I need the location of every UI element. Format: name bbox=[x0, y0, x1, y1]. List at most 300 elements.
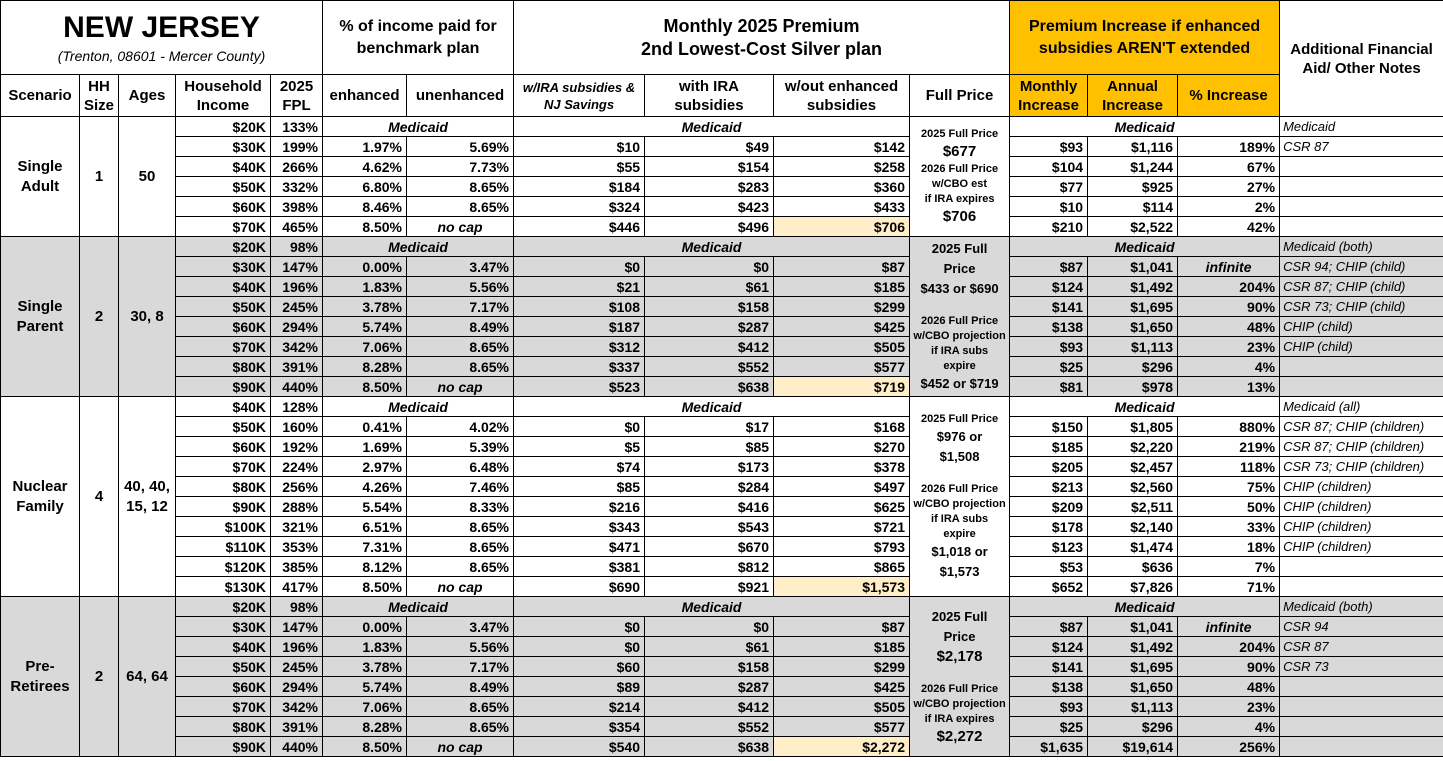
with-ira-cell: $49 bbox=[645, 137, 774, 157]
table-row bbox=[1, 337, 1443, 357]
ira-nj-cell: $312 bbox=[514, 337, 645, 357]
ira-nj-cell: $184 bbox=[514, 177, 645, 197]
income-cell: $80K bbox=[176, 717, 271, 737]
unenhanced-cell: 6.48% bbox=[407, 457, 514, 477]
pct-increase-cell: 4% bbox=[1178, 357, 1280, 377]
fpl-cell: 417% bbox=[271, 577, 323, 597]
without-subsidy-cell: $433 bbox=[774, 197, 910, 217]
full-price-line bbox=[912, 667, 1007, 682]
full-price-line: Price bbox=[943, 261, 976, 276]
without-subsidy-cell: $497 bbox=[774, 477, 910, 497]
notes-cell bbox=[1280, 677, 1443, 697]
unenhanced-cell: 5.69% bbox=[407, 137, 514, 157]
notes-cell: CSR 87 bbox=[1280, 137, 1443, 157]
notes-cell bbox=[1280, 217, 1443, 237]
ages-cell: 50 bbox=[119, 117, 176, 237]
col-ira-nj: w/IRA subsidies & NJ Savings bbox=[514, 75, 645, 117]
income-cell: $60K bbox=[176, 197, 271, 217]
enhanced-cell: 7.31% bbox=[323, 537, 407, 557]
income-cell: $80K bbox=[176, 477, 271, 497]
table-row bbox=[1, 357, 1443, 377]
ira-nj-cell: $5 bbox=[514, 437, 645, 457]
scenario-cell: Single Adult bbox=[1, 117, 80, 237]
without-subsidy-cell: $577 bbox=[774, 717, 910, 737]
fpl-cell: 385% bbox=[271, 557, 323, 577]
ira-nj-cell: $85 bbox=[514, 477, 645, 497]
pct-increase-cell: 880% bbox=[1178, 417, 1280, 437]
monthly-increase-cell: $138 bbox=[1010, 317, 1088, 337]
pct-income-header: % of income paid for benchmark plan bbox=[323, 1, 514, 75]
income-cell: $20K bbox=[176, 117, 271, 137]
medicaid-label: Medicaid bbox=[514, 117, 910, 137]
full-price-line: w/CBO est bbox=[932, 177, 988, 190]
hh-size-cell: 4 bbox=[80, 397, 119, 597]
col-hh-size: HH Size bbox=[80, 75, 119, 117]
notes-cell: CHIP (children) bbox=[1280, 537, 1443, 557]
full-price-line: 2025 Full Price bbox=[921, 127, 999, 140]
pct-increase-cell: 50% bbox=[1178, 497, 1280, 517]
fpl-cell: 224% bbox=[271, 457, 323, 477]
full-price-line bbox=[912, 299, 1007, 314]
medicaid-label: Medicaid bbox=[1010, 597, 1280, 617]
with-ira-cell: $158 bbox=[645, 657, 774, 677]
with-ira-cell: $85 bbox=[645, 437, 774, 457]
with-ira-cell: $287 bbox=[645, 677, 774, 697]
medicaid-label: Medicaid bbox=[1010, 397, 1280, 417]
enhanced-cell: 5.74% bbox=[323, 677, 407, 697]
enhanced-cell: 7.06% bbox=[323, 697, 407, 717]
enhanced-cell: 8.28% bbox=[323, 357, 407, 377]
hh-size-cell: 1 bbox=[80, 117, 119, 237]
notes-cell: Medicaid (both) bbox=[1280, 237, 1443, 257]
fpl-cell: 465% bbox=[271, 217, 323, 237]
unenhanced-cell: 8.65% bbox=[407, 357, 514, 377]
ira-nj-cell: $690 bbox=[514, 577, 645, 597]
annual-increase-cell: $636 bbox=[1088, 557, 1178, 577]
with-ira-cell: $552 bbox=[645, 717, 774, 737]
fpl-cell: 256% bbox=[271, 477, 323, 497]
pct-increase-cell: 90% bbox=[1178, 657, 1280, 677]
scenario-cell: Pre-Retirees bbox=[1, 597, 80, 757]
pct-increase-cell: 2% bbox=[1178, 197, 1280, 217]
table-row bbox=[1, 217, 1443, 237]
without-subsidy-cell: $425 bbox=[774, 317, 910, 337]
table-row bbox=[1, 477, 1443, 497]
table-row bbox=[1, 717, 1443, 737]
ira-nj-cell: $0 bbox=[514, 637, 645, 657]
unenhanced-cell: no cap bbox=[407, 217, 514, 237]
unenhanced-cell: 8.65% bbox=[407, 537, 514, 557]
notes-cell bbox=[1280, 697, 1443, 717]
table-row bbox=[1, 517, 1443, 537]
full-price-cell bbox=[910, 237, 1010, 397]
enhanced-cell: 3.78% bbox=[323, 297, 407, 317]
notes-cell: CHIP (child) bbox=[1280, 317, 1443, 337]
fpl-cell: 391% bbox=[271, 717, 323, 737]
fpl-cell: 196% bbox=[271, 277, 323, 297]
notes-cell bbox=[1280, 197, 1443, 217]
annual-increase-cell: $1,805 bbox=[1088, 417, 1178, 437]
fpl-cell: 128% bbox=[271, 397, 323, 417]
full-price-line: $1,573 bbox=[939, 563, 980, 579]
enhanced-cell: 6.51% bbox=[323, 517, 407, 537]
full-price-line: w/CBO projection bbox=[913, 330, 1006, 342]
fpl-cell: 391% bbox=[271, 357, 323, 377]
full-price-line: 2025 Full Price bbox=[921, 412, 999, 425]
annual-increase-cell: $2,560 bbox=[1088, 477, 1178, 497]
notes-cell bbox=[1280, 717, 1443, 737]
income-cell: $40K bbox=[176, 157, 271, 177]
fpl-cell: 294% bbox=[271, 317, 323, 337]
col-monthly-increase: Monthly Increase bbox=[1010, 75, 1088, 117]
notes-cell bbox=[1280, 737, 1443, 757]
notes-cell bbox=[1280, 557, 1443, 577]
with-ira-cell: $61 bbox=[645, 277, 774, 297]
annual-increase-cell: $1,650 bbox=[1088, 317, 1178, 337]
pct-increase-cell: 23% bbox=[1178, 697, 1280, 717]
enhanced-cell: 6.80% bbox=[323, 177, 407, 197]
with-ira-cell: $496 bbox=[645, 217, 774, 237]
unenhanced-cell: 8.65% bbox=[407, 517, 514, 537]
monthly-increase-cell: $124 bbox=[1010, 277, 1088, 297]
table-row bbox=[1, 697, 1443, 717]
monthly-increase-cell: $123 bbox=[1010, 537, 1088, 557]
without-subsidy-cell: $299 bbox=[774, 657, 910, 677]
with-ira-cell: $287 bbox=[645, 317, 774, 337]
full-price-line: if IRA expires bbox=[924, 192, 995, 205]
full-price-line bbox=[912, 467, 1007, 482]
income-cell: $90K bbox=[176, 737, 271, 757]
fpl-cell: 342% bbox=[271, 697, 323, 717]
col-full-price: Full Price bbox=[910, 75, 1010, 117]
monthly-increase-cell: $213 bbox=[1010, 477, 1088, 497]
full-price-line: 2026 Full Price bbox=[921, 315, 999, 327]
income-cell: $50K bbox=[176, 657, 271, 677]
income-cell: $50K bbox=[176, 177, 271, 197]
monthly-increase-cell: $205 bbox=[1010, 457, 1088, 477]
income-cell: $70K bbox=[176, 697, 271, 717]
full-price-line: expire bbox=[943, 527, 976, 540]
ira-nj-cell: $471 bbox=[514, 537, 645, 557]
annual-increase-cell: $1,695 bbox=[1088, 297, 1178, 317]
monthly-increase-cell: $652 bbox=[1010, 577, 1088, 597]
pct-increase-cell: 7% bbox=[1178, 557, 1280, 577]
notes-cell: CSR 94 bbox=[1280, 617, 1443, 637]
notes-cell: Medicaid bbox=[1280, 117, 1443, 137]
monthly-increase-cell: $10 bbox=[1010, 197, 1088, 217]
income-cell: $100K bbox=[176, 517, 271, 537]
notes-cell: CHIP (child) bbox=[1280, 337, 1443, 357]
pct-increase-cell: infinite bbox=[1178, 257, 1280, 277]
full-price-cell bbox=[910, 597, 1010, 757]
monthly-increase-cell: $53 bbox=[1010, 557, 1088, 577]
with-ira-cell: $158 bbox=[645, 297, 774, 317]
income-cell: $90K bbox=[176, 497, 271, 517]
enhanced-cell: 8.50% bbox=[323, 217, 407, 237]
full-price-line: if IRA expires bbox=[924, 712, 995, 725]
title-cell bbox=[1, 1, 323, 75]
fpl-cell: 147% bbox=[271, 257, 323, 277]
pct-increase-cell: 90% bbox=[1178, 297, 1280, 317]
pct-increase-cell: 118% bbox=[1178, 457, 1280, 477]
notes-cell: CSR 87 bbox=[1280, 637, 1443, 657]
annual-increase-cell: $1,474 bbox=[1088, 537, 1178, 557]
unenhanced-cell: 8.65% bbox=[407, 177, 514, 197]
enhanced-cell: 1.69% bbox=[323, 437, 407, 457]
table-row bbox=[1, 497, 1443, 517]
without-subsidy-cell: $706 bbox=[774, 217, 910, 237]
unenhanced-cell: 7.17% bbox=[407, 297, 514, 317]
monthly-increase-cell: $25 bbox=[1010, 357, 1088, 377]
fpl-cell: 294% bbox=[271, 677, 323, 697]
monthly-increase-cell: $141 bbox=[1010, 297, 1088, 317]
monthly-increase-cell: $104 bbox=[1010, 157, 1088, 177]
ira-nj-cell: $523 bbox=[514, 377, 645, 397]
pct-increase-cell: 27% bbox=[1178, 177, 1280, 197]
medicaid-label: Medicaid bbox=[514, 597, 910, 617]
with-ira-cell: $412 bbox=[645, 697, 774, 717]
unenhanced-cell: 7.46% bbox=[407, 477, 514, 497]
income-cell: $50K bbox=[176, 417, 271, 437]
full-price-line: if IRA subs bbox=[931, 512, 989, 525]
full-price-line: $677 bbox=[942, 142, 977, 160]
fpl-cell: 192% bbox=[271, 437, 323, 457]
monthly-increase-cell: $87 bbox=[1010, 257, 1088, 277]
full-price-line: $433 or $690 bbox=[920, 281, 999, 296]
income-cell: $60K bbox=[176, 677, 271, 697]
fpl-cell: 332% bbox=[271, 177, 323, 197]
without-subsidy-cell: $270 bbox=[774, 437, 910, 457]
full-price-line: 2026 Full Price bbox=[921, 162, 999, 175]
unenhanced-cell: 8.33% bbox=[407, 497, 514, 517]
table-row bbox=[1, 137, 1443, 157]
annual-increase-cell: $978 bbox=[1088, 377, 1178, 397]
fpl-cell: 245% bbox=[271, 657, 323, 677]
unenhanced-cell: 5.56% bbox=[407, 637, 514, 657]
full-price-line: 2026 Full Price bbox=[921, 482, 999, 495]
annual-increase-cell: $1,492 bbox=[1088, 637, 1178, 657]
notes-cell: CHIP (children) bbox=[1280, 517, 1443, 537]
table-row bbox=[1, 577, 1443, 597]
enhanced-cell: 5.54% bbox=[323, 497, 407, 517]
fpl-cell: 266% bbox=[271, 157, 323, 177]
enhanced-cell: 5.74% bbox=[323, 317, 407, 337]
col-scenario: Scenario bbox=[1, 75, 80, 117]
with-ira-cell: $17 bbox=[645, 417, 774, 437]
unenhanced-cell: 7.73% bbox=[407, 157, 514, 177]
notes-header: Additional Financial Aid/ Other Notes bbox=[1280, 1, 1443, 117]
unenhanced-cell: 5.56% bbox=[407, 277, 514, 297]
full-price-line: Price bbox=[943, 628, 976, 644]
full-price-line: $452 or $719 bbox=[920, 376, 999, 391]
ira-nj-cell: $187 bbox=[514, 317, 645, 337]
with-ira-cell: $283 bbox=[645, 177, 774, 197]
notes-cell: CSR 73; CHIP (child) bbox=[1280, 297, 1443, 317]
notes-cell: CSR 94; CHIP (child) bbox=[1280, 257, 1443, 277]
income-cell: $40K bbox=[176, 397, 271, 417]
annual-increase-cell: $1,650 bbox=[1088, 677, 1178, 697]
with-ira-cell: $638 bbox=[645, 737, 774, 757]
income-cell: $20K bbox=[176, 597, 271, 617]
medicaid-label: Medicaid bbox=[514, 237, 910, 257]
income-cell: $20K bbox=[176, 237, 271, 257]
without-subsidy-cell: $793 bbox=[774, 537, 910, 557]
ira-nj-cell: $21 bbox=[514, 277, 645, 297]
without-subsidy-cell: $625 bbox=[774, 497, 910, 517]
monthly-premium-header bbox=[514, 1, 1010, 75]
notes-cell: CSR 87; CHIP (children) bbox=[1280, 437, 1443, 457]
annual-increase-cell: $1,244 bbox=[1088, 157, 1178, 177]
enhanced-cell: 8.50% bbox=[323, 577, 407, 597]
with-ira-cell: $812 bbox=[645, 557, 774, 577]
ages-cell: 30, 8 bbox=[119, 237, 176, 397]
without-subsidy-cell: $719 bbox=[774, 377, 910, 397]
income-cell: $110K bbox=[176, 537, 271, 557]
income-cell: $40K bbox=[176, 277, 271, 297]
pct-increase-cell: 42% bbox=[1178, 217, 1280, 237]
notes-cell bbox=[1280, 157, 1443, 177]
pct-increase-cell: 67% bbox=[1178, 157, 1280, 177]
col-pct-increase: % Increase bbox=[1178, 75, 1280, 117]
monthly-premium-line1: Monthly 2025 Premium bbox=[663, 15, 860, 36]
medicaid-label: Medicaid bbox=[514, 397, 910, 417]
income-cell: $60K bbox=[176, 437, 271, 457]
without-subsidy-cell: $185 bbox=[774, 637, 910, 657]
without-subsidy-cell: $1,573 bbox=[774, 577, 910, 597]
scenario-cell: Nuclear Family bbox=[1, 397, 80, 597]
annual-increase-cell: $296 bbox=[1088, 357, 1178, 377]
full-price-line: 2025 Full bbox=[931, 241, 988, 256]
unenhanced-cell: 7.17% bbox=[407, 657, 514, 677]
annual-increase-cell: $2,522 bbox=[1088, 217, 1178, 237]
monthly-increase-cell: $141 bbox=[1010, 657, 1088, 677]
without-subsidy-cell: $505 bbox=[774, 337, 910, 357]
medicaid-label: Medicaid bbox=[1010, 237, 1280, 257]
enhanced-cell: 0.41% bbox=[323, 417, 407, 437]
table-row bbox=[1, 317, 1443, 337]
full-price-line: w/CBO projection bbox=[913, 697, 1006, 710]
without-subsidy-cell: $87 bbox=[774, 617, 910, 637]
unenhanced-cell: 3.47% bbox=[407, 617, 514, 637]
full-price-line: $976 or bbox=[936, 428, 983, 444]
annual-increase-cell: $1,113 bbox=[1088, 697, 1178, 717]
notes-cell bbox=[1280, 357, 1443, 377]
with-ira-cell: $0 bbox=[645, 617, 774, 637]
col-ages: Ages bbox=[119, 75, 176, 117]
full-price-line: $2,178 bbox=[936, 647, 983, 665]
pct-increase-cell: 71% bbox=[1178, 577, 1280, 597]
ira-nj-cell: $60 bbox=[514, 657, 645, 677]
table-row bbox=[1, 417, 1443, 437]
notes-cell bbox=[1280, 577, 1443, 597]
fpl-cell: 133% bbox=[271, 117, 323, 137]
without-subsidy-cell: $425 bbox=[774, 677, 910, 697]
fpl-cell: 288% bbox=[271, 497, 323, 517]
unenhanced-cell: no cap bbox=[407, 377, 514, 397]
medicaid-label: Medicaid bbox=[323, 237, 514, 257]
ira-nj-cell: $55 bbox=[514, 157, 645, 177]
ira-nj-cell: $324 bbox=[514, 197, 645, 217]
pct-increase-cell: 189% bbox=[1178, 137, 1280, 157]
fpl-cell: 147% bbox=[271, 617, 323, 637]
pct-increase-cell: 18% bbox=[1178, 537, 1280, 557]
medicaid-label: Medicaid bbox=[1010, 117, 1280, 137]
full-price-cell bbox=[910, 117, 1010, 237]
notes-cell bbox=[1280, 177, 1443, 197]
notes-cell: CSR 73 bbox=[1280, 657, 1443, 677]
fpl-cell: 440% bbox=[271, 737, 323, 757]
income-cell: $60K bbox=[176, 317, 271, 337]
hh-size-cell: 2 bbox=[80, 237, 119, 397]
enhanced-cell: 1.97% bbox=[323, 137, 407, 157]
with-ira-cell: $284 bbox=[645, 477, 774, 497]
with-ira-cell: $0 bbox=[645, 257, 774, 277]
income-cell: $50K bbox=[176, 297, 271, 317]
col-income: Household Income bbox=[176, 75, 271, 117]
annual-increase-cell: $296 bbox=[1088, 717, 1178, 737]
income-cell: $70K bbox=[176, 457, 271, 477]
without-subsidy-cell: $87 bbox=[774, 257, 910, 277]
table-row bbox=[1, 737, 1443, 757]
full-price-line: $1,508 bbox=[939, 448, 980, 464]
ira-nj-cell: $214 bbox=[514, 697, 645, 717]
enhanced-cell: 7.06% bbox=[323, 337, 407, 357]
full-price-line: expire bbox=[943, 360, 976, 372]
scenario-cell: Single Parent bbox=[1, 237, 80, 397]
pct-increase-cell: 75% bbox=[1178, 477, 1280, 497]
without-subsidy-cell: $185 bbox=[774, 277, 910, 297]
monthly-increase-cell: $81 bbox=[1010, 377, 1088, 397]
unenhanced-cell: 5.39% bbox=[407, 437, 514, 457]
annual-increase-cell: $114 bbox=[1088, 197, 1178, 217]
table-row bbox=[1, 437, 1443, 457]
ira-nj-cell: $108 bbox=[514, 297, 645, 317]
enhanced-cell: 1.83% bbox=[323, 637, 407, 657]
table-row bbox=[1, 637, 1443, 657]
monthly-increase-cell: $25 bbox=[1010, 717, 1088, 737]
ira-nj-cell: $337 bbox=[514, 357, 645, 377]
fpl-cell: 98% bbox=[271, 237, 323, 257]
enhanced-cell: 8.50% bbox=[323, 737, 407, 757]
without-subsidy-cell: $505 bbox=[774, 697, 910, 717]
location-subtitle: (Trenton, 08601 - Mercer County) bbox=[57, 47, 266, 64]
unenhanced-cell: 8.49% bbox=[407, 677, 514, 697]
notes-cell: Medicaid (both) bbox=[1280, 597, 1443, 617]
enhanced-cell: 8.28% bbox=[323, 717, 407, 737]
income-cell: $70K bbox=[176, 337, 271, 357]
unenhanced-cell: 8.65% bbox=[407, 717, 514, 737]
medicaid-label: Medicaid bbox=[323, 117, 514, 137]
with-ira-cell: $552 bbox=[645, 357, 774, 377]
without-subsidy-cell: $865 bbox=[774, 557, 910, 577]
full-price-line: if IRA subs bbox=[931, 345, 989, 357]
enhanced-cell: 3.78% bbox=[323, 657, 407, 677]
fpl-cell: 398% bbox=[271, 197, 323, 217]
with-ira-cell: $921 bbox=[645, 577, 774, 597]
income-cell: $90K bbox=[176, 377, 271, 397]
full-price-line: $2,272 bbox=[936, 727, 983, 745]
with-ira-cell: $543 bbox=[645, 517, 774, 537]
fpl-cell: 160% bbox=[271, 417, 323, 437]
pct-increase-cell: 4% bbox=[1178, 717, 1280, 737]
col-with-ira: with IRA subsidies bbox=[645, 75, 774, 117]
fpl-cell: 199% bbox=[271, 137, 323, 157]
table-row bbox=[1, 537, 1443, 557]
income-cell: $30K bbox=[176, 137, 271, 157]
enhanced-cell: 1.83% bbox=[323, 277, 407, 297]
ira-nj-cell: $10 bbox=[514, 137, 645, 157]
pct-increase-cell: 23% bbox=[1178, 337, 1280, 357]
